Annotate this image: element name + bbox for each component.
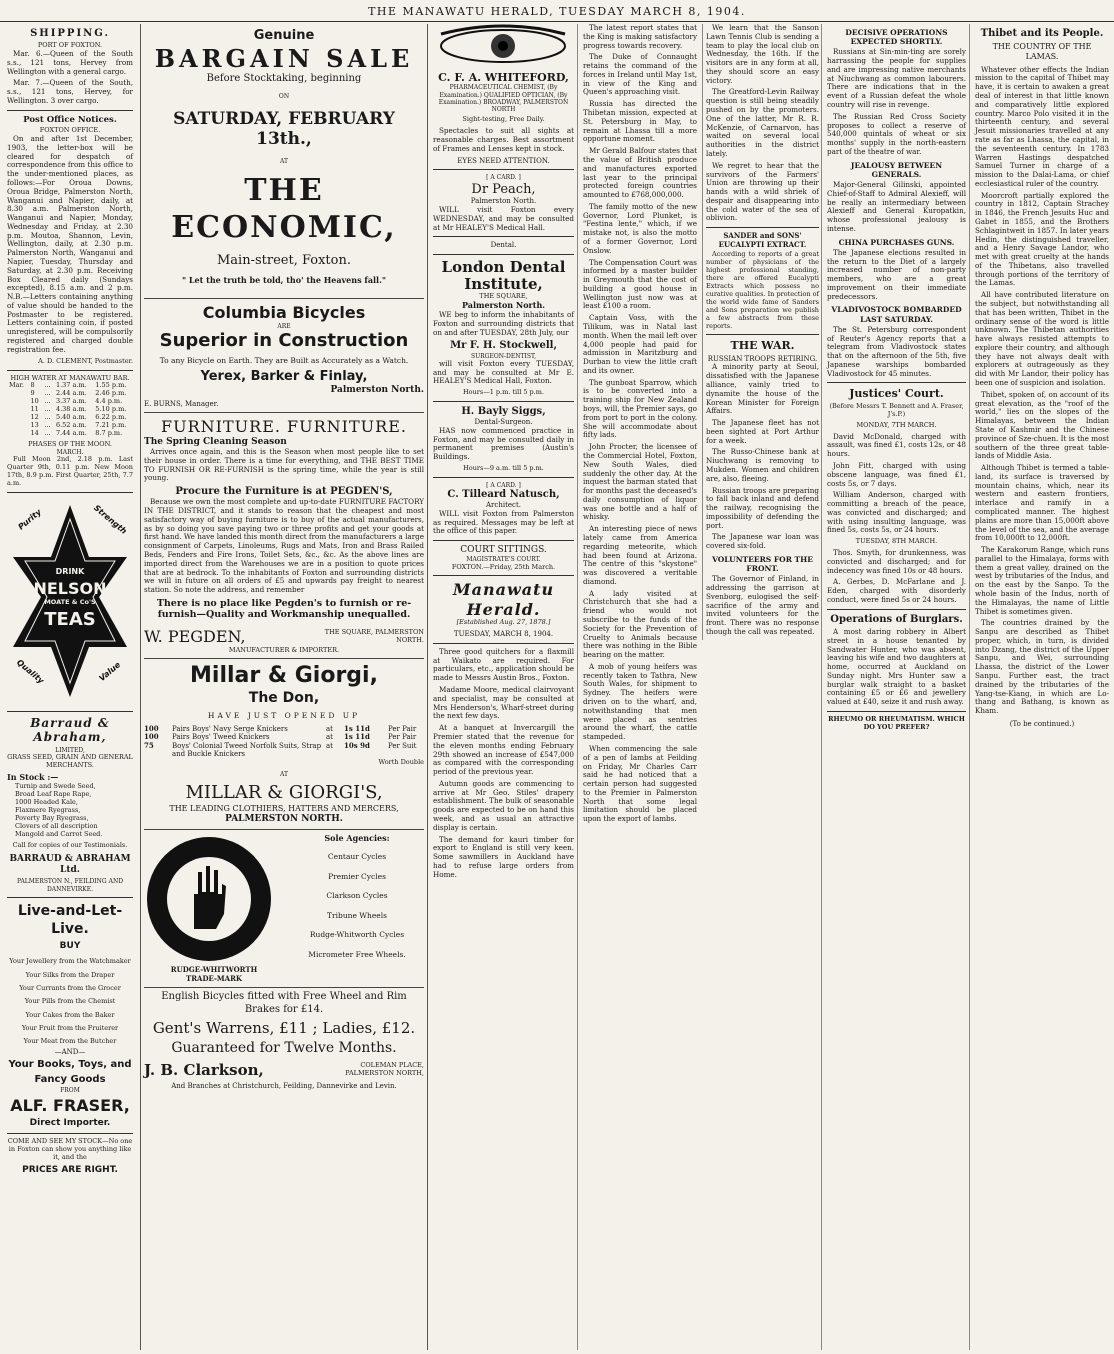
herald-title: Manawatu Herald. — [452, 580, 555, 619]
volunteers-text: The Governor of Finland, in addressing the garrison at Svenborg, eulogised the self-sacrifice of the army and invited volunteers for the front. There was no response though the call was repeated. — [706, 574, 819, 636]
price-cell: Per Pair — [388, 724, 417, 733]
column-4b — [702, 24, 822, 640]
buy-item: Your Fruit from the Fruiterer — [21, 1023, 119, 1032]
moon-subtitle: MARCH. — [56, 448, 84, 456]
news-item: A most daring robbery in Albert street in a house tenanted by Sandwater Hunter, who was absent, leaving his wife and two daughters at home, occurred at Auckland on Sunday night. Mrs Hunter saw a burglar walk straight to a basket containing £5 or £6 and jewellery valued at £40, seize it and rush away. — [827, 626, 966, 707]
column-2 — [140, 24, 428, 1350]
are-label: ARE — [277, 322, 291, 330]
news-item: The Compensation Court was informed by a master builder in Greymouth that the cost of building a good house in Wellington just now was at least £100 a room. — [583, 257, 697, 311]
procure-title: Procure the Furniture is at PEGDEN'S, — [175, 486, 393, 498]
tide-title: HIGH WATER AT MANAWATU BAR. — [10, 373, 130, 382]
moate-label: MOATE & Co'S — [44, 597, 96, 606]
come-line: COME AND SEE MY STOCK—No one in Foxton can show you anything like it, and the — [7, 1136, 133, 1161]
economic-title: THE ECONOMIC, — [171, 173, 397, 245]
court-item: A. Gerbes, D. McFarlane and J. Eden, charged with disorderly conduct, were fined 5s or 24 hours. — [827, 577, 966, 605]
tide-cell — [7, 398, 29, 406]
price-row — [144, 733, 424, 742]
news-item: At a banquet at Invercargill the Premier stated that the revenue for the eleven months ending February 29th showed an increase of £547,000 as compared with the corresponding period of the previous year. — [433, 723, 574, 777]
peach-text: WILL visit Foxton every WEDNESDAY, and may be consulted at Mr HEALEY'S Medical Hall. — [433, 204, 574, 232]
eyes-line: EYES NEED ATTENTION. — [457, 156, 550, 165]
pegden-address: THE SQUARE, PALMERSTON NORTH. — [324, 627, 424, 644]
london-town: Palmerston North. — [461, 300, 546, 311]
agency-item: Rudge-Whitworth Cycles — [309, 930, 405, 940]
tide-cell — [7, 422, 29, 430]
columbia-ad — [144, 299, 424, 413]
bargain-title: BARGAIN SALE — [154, 43, 414, 73]
tide-cell: 4.38 a.m. — [55, 405, 87, 414]
natusch-name: C. Tilleard Natusch, — [447, 489, 560, 501]
column-5 — [824, 24, 970, 1350]
palmerston-line: PALMERSTON NORTH. — [225, 813, 343, 824]
court-item: William Anderson, charged with committing a breach of the peace, was convicted and discharged; and with using insulting language, was fined 5s, costs 5s, or 24 hours. — [827, 490, 966, 535]
news-item: The St. Petersburg correspondent of Reuter's Agency reports that a telegram from Vladivostock states that on the afternoon of the 5th, five Japanese warships bombarded Vladivostock for 45 minutes. — [827, 324, 966, 378]
spring-text: Arrives once again, and this is the Season when most people like to set their house in order. There is a time for everything, and THE BEST TIME TO FURNISH OR RE-FURNISH is the spring time, while the year is still young. — [144, 446, 424, 483]
books-line: Your Books, Toys, and Fancy Goods — [8, 1058, 132, 1085]
agency-item: Micrometer Free Wheels. — [308, 949, 406, 959]
war-item: The Japanese war loan was covered six-fold. — [706, 532, 819, 551]
sale-date: SATURDAY, FEBRUARY 13th., — [173, 108, 395, 150]
post-office-subtitle: FOXTON OFFICE. — [39, 126, 101, 135]
card2-label: [ A CARD. ] — [486, 481, 521, 489]
optician-sub: PHARMACEUTICAL CHEMIST, (By Examination.) QUALIFIED OPTICIAN, (By Examination.) BROADWAY, PALMERSTON NORTH — [438, 84, 569, 114]
vlad-title: VLADIVOSTOCK BOMBARDED LAST SATURDAY. — [831, 305, 962, 324]
tide-cell: 5.10 p.m. — [95, 405, 127, 414]
main-street: Main-street, Foxton. — [217, 252, 351, 268]
continued-label: (To be continued.) — [1009, 719, 1075, 728]
columbia-title: Columbia Bicycles — [202, 303, 366, 323]
tide-cell: 12 — [30, 413, 39, 422]
stockwell-sub: SURGEON-DENTIST, — [470, 352, 536, 360]
nelson-teas-ad — [7, 497, 133, 707]
tide-table — [7, 382, 133, 437]
hours-1: Hours—1 p.m. till 5 p.m. — [462, 388, 544, 397]
stock-item: Clovers of all description — [15, 821, 98, 830]
news-item: The Japanese elections resulted in the return to the Diet of a largely increased number of non-party members, who are a great improvement on their immediate predecessors. — [827, 247, 966, 301]
gents-line: Gent's Warrens, £11 ; Ladies, £12. — [152, 1018, 416, 1037]
rudge-whitworth-ad — [144, 830, 424, 989]
tide-cell — [7, 414, 29, 422]
stockwell-name: Mr F. H. Stockwell, — [450, 340, 557, 352]
stock-item: Mangold and Carrot Seed. — [15, 829, 103, 838]
spectacles-text: Spectacles to suit all sights at reasonable charges. Best assortment of Frames and Lenses kept in stock. — [433, 126, 574, 153]
tide-cell: 10 — [30, 397, 39, 406]
drink-label: DRINK — [55, 566, 85, 576]
pegden-subtitle: MANUFACTURER & IMPORTER. — [228, 645, 340, 654]
london-text: WE beg to inform the inhabitants of Foxton and surrounding districts that on and after TUESDAY, 28th July, our — [433, 309, 574, 337]
optician-name: C. F. A. WHITEFORD, — [438, 70, 569, 84]
news-item: The family motto of the new Governor, Lord Plunket, is "Festina lente," which, if we mistake not, is also the motto of a former Governor, Lord Onslow. — [583, 201, 697, 255]
stock-item: Broad Leaf Rape Rape, — [15, 789, 92, 798]
emblem-top-label: RUDGE-WHITWORTH — [170, 965, 258, 975]
shipping-title: SHIPPING. — [30, 28, 110, 39]
masthead: THE MANAWATU HERALD, TUESDAY MARCH 8, 1904. — [0, 0, 1114, 22]
tide-cell: ... — [44, 381, 51, 390]
tide-cell: 6.52 a.m. — [55, 421, 87, 430]
shipping-entry: Mar. 6.—Queen of the South s.s., 121 tons, Hervey from Wellington with a general cargo. — [7, 49, 133, 76]
emblem-bottom-label: TRADE-MARK — [186, 973, 242, 983]
post-office-title: Post Office Notices. — [23, 114, 117, 125]
english-line: English Bicycles fitted with Free Wheel and Rim Brakes for £14. — [161, 991, 407, 1015]
agencies-title: Sole Agencies: — [324, 832, 390, 843]
genuine-label: Genuine — [253, 28, 315, 43]
tide-cell — [7, 390, 29, 398]
stock-list — [7, 783, 133, 838]
shipping-entry: Mar. 7.—Queen of the South, s.s., 121 tons, Hervey, for Wellington. 3 over cargo. — [7, 78, 133, 106]
tide-cell: 4.4 p.m. — [95, 397, 123, 406]
london-title: London Dental Institute, — [441, 257, 566, 294]
war-item: The Russo-Chinese bank at Niuchwang is removing to Mukden. Women and children are, also, fleeing. — [706, 447, 819, 483]
clarkson-address: COLEMAN PLACE, PALMERSTON NORTH, — [345, 1061, 424, 1078]
buy-item: Your Currants from the Grocer — [19, 983, 121, 992]
value-label: Value — [97, 659, 123, 683]
on-label: ON — [278, 93, 290, 101]
tide-cell — [7, 430, 29, 438]
millar-giorgi-ad — [144, 659, 424, 829]
tide-cell: 8 — [30, 381, 35, 390]
news-item: Captain Voss, with the Tilikum, was in Natal last month. When the mail left over 4,000 people had paid for admission in Maritzburg and Durban to view the little craft and its owner. — [583, 313, 697, 375]
natusch-sub: Architect. — [486, 501, 521, 510]
news-item: Madame Moore, medical clairvoyant and specialist, may be consulted at Mrs Henderson's, Wharf-street during the next few days. — [433, 685, 574, 721]
tide-cell: 7.44 a.m. — [55, 428, 87, 437]
paper-date: TUESDAY, MARCH 8, 1904. — [453, 630, 554, 639]
procure-text: Because we own the most complete and up-to-date FURNITURE FACTORY IN THE DISTRICT, and it stands to reason that the cheapest and most satisfactory way of buying furniture is to buy of the actual manufacturers, as by so doing you save paying two or three profits and get your goods at first hand. We have landed this month direct from the manufacturers a large consignment of Carpets, Linoleums, Rugs and Mats, Iron and Brass Railed Beds, Fenders and Fire Irons, Toilet Sets, &c., &c. As the above lines are imported direct from the Warehouses we are in a position to quote prices that are at bedrock. To the inhabitants of Foxton and surrounding districts we will in future on all orders of £5 and upwards pay freight to nearest station. So note the address, and remember — [144, 497, 424, 595]
tuesday-label: TUESDAY, 8TH MARCH. — [855, 537, 938, 546]
teas-label: TEAS — [44, 608, 96, 630]
court-item: John Fitt, charged with using obscene language, was fined £1, costs 5s, or 7 days. — [827, 460, 966, 488]
news-item: Autumn goods are commencing to arrive at Mr Geo. Stiles' drapery establishment. The bulk of seasonable goods are expected to be on hand this week, and as usual an attractive display is certain. — [433, 778, 574, 832]
justices-title: Justices' Court. — [849, 387, 944, 401]
bargain-sale-ad — [144, 24, 424, 299]
column-4 — [580, 24, 822, 1350]
millar-title: Millar & Giorgi, — [190, 663, 378, 689]
tide-cell: ... — [44, 405, 51, 414]
court-item: Thos. Smyth, for drunkenness, was convicted and discharged; and for indecency was fined 10s or 48 hours. — [827, 548, 966, 575]
prices-line: PRICES ARE RIGHT. — [22, 1164, 118, 1175]
agency-item: Clarkson Cycles — [326, 891, 388, 901]
monday-label: MONDAY, 7TH MARCH. — [856, 420, 937, 429]
price-cell: Boys' Colonial Tweed Norfolk Suits, Strap and Buckle Knickers — [172, 741, 322, 759]
news-item: Mr Gerald Balfour states that the value of British produce and manufactures exported last year to the principal protected foreign countries amounted to £768,000,000. — [583, 146, 697, 200]
moon-phases: Full Moon 2nd, 2.18 p.m. Last Quarter 9th, 0.11 p.m. New Moon 17th, 8.9 p.m. First Quarter, 25th, 7.7 a.m. — [7, 455, 133, 487]
news-item: When commencing the sale of a pen of lambs at Feilding on Friday, Mr Charles Carr said he had noticed that a certain person had suggested to the Premier in Palmerston North that some legal limitation should be placed upon the export of lambs. — [583, 743, 697, 824]
yerex-town: Palmerston North. — [330, 384, 424, 395]
card-label: [ A CARD. ] — [486, 174, 521, 182]
price-cell: 75 — [144, 740, 154, 750]
news-item: An interesting piece of news lately came from America regarding meteorite, which had been found at Arizona. The centre of this "skystone" was discovered a veritable diamond. — [583, 524, 697, 586]
tide-cell: ... — [44, 389, 51, 398]
strength-label: Strength — [92, 503, 129, 536]
news-item: A lady visited at Christchurch that she had a friend who would not subscribe to the funds of the Society for the Prevention of Cruelty to Animals because there was nothing in the Bible bearing on the matter. — [583, 588, 697, 660]
news-item: A mob of young heifers was recently taken to Tathra, New South Wales, for shipment to Sydney. The heifers were driven on to the wharf, and, notwithstanding that men were placed as sentries around the wharf, the cattle stampeded. — [583, 661, 697, 742]
buy-item: Your Cakes from the Baker — [25, 1010, 115, 1019]
article-paragraph: Thibet, spoken of, on account of its great elevation, as the "roof of the world," lies on the slopes of the Himalayas, between the Indian State of Kashmir and the Chinese province of Sze-chuen. It is the most southern of the three great table-lands of Middle Asia. — [975, 389, 1109, 461]
tide-row — [7, 430, 133, 438]
tide-cell: 6.22 p.m. — [95, 413, 127, 422]
eye-icon — [433, 24, 573, 68]
buy-item: Your Meat from the Butcher — [23, 1037, 117, 1046]
column-1 — [4, 24, 136, 1350]
price-cell: 1s 11d — [344, 732, 370, 742]
price-cell: Pairs Boys' Navy Serge Knickers — [172, 724, 288, 733]
war-item: Russian troops are preparing to fall back inland and defend the railway, recognising the impossibility of defending the port. — [706, 485, 819, 530]
tide-cell: 5.40 a.m. — [55, 413, 87, 422]
purity-label: Purity — [16, 507, 43, 532]
moon-title: PHASES OF THE MOON. — [28, 439, 112, 448]
news-item: Russia has directed the Thibetan mission, expected at St. Petersburg in May, to remain at Lhassa till a more opportune moment. — [583, 99, 697, 144]
war-title: THE WAR. — [730, 339, 795, 353]
price-cell: at — [326, 724, 333, 733]
guns-title: CHINA PURCHASES GUNS. — [838, 237, 955, 247]
millar2-title: MILLAR & GIORGI'S, — [185, 781, 383, 803]
tide-cell: 2.46 p.m. — [95, 389, 127, 398]
pegden-ad — [144, 413, 424, 659]
decisive-title: DECISIVE OPERATIONS EXPECTED SHORTLY. — [845, 28, 948, 47]
superior-title: Superior in Construction — [159, 330, 409, 352]
at2-label: AT — [279, 770, 288, 778]
price-cell: at — [326, 741, 333, 750]
furniture-title: FURNITURE. FURNITURE. — [161, 417, 407, 437]
rheumo-title: RHEUMO OR RHEUMATISM. WHICH DO YOU PREFER? — [828, 715, 965, 731]
hours-2: Hours—9 a.m. till 5 p.m. — [463, 463, 544, 472]
news-item: The Greatford-Levin Railway question is still being steadily pushed on by the promoters. One of the latter, Mr R. R. McKenzie, of Carnarvon, has waited on several local authorities in the district lately. — [706, 87, 819, 158]
war-item: The Japanese fleet has not been sighted at Port Arthur for a week. — [706, 418, 819, 445]
pegden-name: W. PEGDEN, — [144, 627, 246, 647]
natusch-text: WILL visit Foxton from Palmerston as required. Messages may be left at the office of this paper. — [433, 508, 574, 536]
to-any-line: To any Bicycle on Earth. They are Built as Accurately as a Watch. — [159, 355, 409, 365]
worth-double: Worth Double — [378, 757, 424, 766]
yerex-name: Yerex, Barker & Finlay, — [200, 369, 368, 385]
column-6 — [972, 24, 1112, 1350]
no-place-line: There is no place like Pegden's to furnish or re-furnish—Quality and Workmanship unequalled. — [156, 597, 412, 621]
and-label: —AND— — [54, 1048, 86, 1057]
agency-item: Centaur Cycles — [327, 852, 387, 862]
sander-text: According to reports of a great number of physicians of the highest professional standing, there are offered Eucalypti Extracts which possess no curative qualities. In protection of the world wide fame of Sanders and Sons preparation we publish a few abstracts from these reports. — [706, 250, 819, 330]
news-item: Three good quitchers for a flaxmill at Waikato are required. For particulars, etc., application should be made to Messrs Austin Bros., Foxton. — [433, 646, 574, 683]
news-item: We learn that the Sanson Lawn Tennis Club is sending a team to play the local club on Wednesday, the 16th. If the visitors are in any form at all, they should score an easy victory. — [706, 24, 819, 85]
siggs-name: H. Bayly Siggs, — [461, 406, 546, 418]
sight-line: Sight-testing, Free Daily. — [462, 115, 545, 124]
barraud-title: Barraud & Abraham, — [30, 715, 110, 745]
buy-label: BUY — [59, 941, 81, 952]
article-paragraph: Although Thibet is termed a table-land, its surface is traversed by mountain chains, which, near its western and eastern frontiers, interlace and ramify in a complicated manner. The highest plains are more than 15,000ft above the level of the sea, and the average from 10,000ft to 12,000ft. — [975, 463, 1109, 543]
stockwell-text: will visit Foxton every TUESDAY, and may be consulted at Mr E. HEALEY'S Medical Hall, Foxton. — [433, 358, 574, 386]
buy-item: Your Pills from the Chemist — [24, 997, 116, 1006]
leading-line: THE LEADING CLOTHIERS, HATTERS AND MERCERS, — [169, 803, 399, 813]
from-label: FROM — [60, 1086, 80, 1094]
stock-item: Turnip and Swede Seed, — [15, 781, 96, 790]
price-cell: 10s 9d — [344, 740, 370, 750]
tide-cell: 2.44 a.m. — [55, 389, 87, 398]
at-label: AT — [279, 158, 288, 166]
post-office-signature: A. D. CLEMENT, Postmaster. — [38, 356, 133, 365]
news-item: The Duke of Connaught retains the command of the forces in Ireland until May 1st, in view of the King and Queen's approaching visit. — [583, 52, 697, 97]
court-date: FOXTON.—Friday, 25th March. — [451, 562, 556, 571]
magistrate-label: MAGISTRATE'S COURT. — [466, 556, 541, 564]
tide-cell: 7.21 p.m. — [95, 421, 127, 430]
tide-cell — [7, 406, 29, 414]
price-cell: 100 — [144, 723, 159, 733]
burns-manager: E. BURNS, Manager. — [144, 399, 219, 408]
tide-cell: 9 — [30, 389, 35, 398]
column-4a — [580, 24, 700, 827]
court-title: COURT SITTINGS. — [460, 545, 547, 556]
established-line: [Established Aug. 27, 1878.] — [456, 618, 551, 627]
price-cell: 100 — [144, 732, 159, 742]
news-item: The gunboat Sparrow, which is to be converted into a training ship for New Zealand boys, will, the Premier says, go from port to port in the colony. She will accommodate about fifty lads. — [583, 377, 697, 440]
importer-label: Direct Importer. — [29, 1117, 111, 1128]
thibet-title: Thibet and its People. — [980, 28, 1104, 39]
siggs-text: HAS now commenced practice in Foxton, and may be consulted daily in permanent premises (Austin's Buildings. — [433, 425, 574, 462]
war-subtitle: RUSSIAN TROOPS RETIRING. — [707, 354, 818, 363]
war-item: A minority party at Seoul, dissatisfied with the Japanese alliance, vainly tried to dynamite the house of the Korean Minister for Foreign Affairs. — [706, 362, 819, 416]
court-item: David McDonald, charged with assault, was fined £1, costs 12s, or 48 hours. — [827, 431, 966, 459]
column-3 — [430, 24, 578, 1350]
hand-emblem-icon — [144, 834, 274, 964]
quality-label: Quality — [14, 657, 46, 686]
testimonials-line: Call for copies of our Testimonials. — [12, 841, 128, 850]
clarkson-name: J. B. Clarkson, — [144, 1061, 264, 1080]
tide-cell: Mar. — [9, 381, 24, 390]
agency-item: Premier Cycles — [328, 871, 386, 881]
post-office-notice: On and after 1st December, 1903, the letter-box will be cleared for despatch of correspondence from this office to the under-mentioned places, as follows:—For Oroua Downs, Oroua Bridge, Palmerston North, Wanganui and Napier, daily, at 8.30 a.m. Palmerston North, Wanganui and Napier, Monday, Wednesday and Friday, at 2.30 p.m. Moutoa, Shannon, Levin, Wellington, daily, at 2.30 p.m. Palmerston North, Wanganui and Napier, Tuesday, Thursday and Saturday, at 2.30 p.m. Receiving Box Cleared daily (Sundays excepted), 8.15 a.m. and 2 p.m. N.B.—Letters containing anything of value should be handed to the Postmaster to be registered. Letters containing coin, if posted unregistered, will be compulsorily registered and charged double registration fee. — [7, 134, 133, 354]
don-title: The Don, — [248, 690, 320, 707]
siggs-sub: Dental-Surgeon. — [474, 418, 533, 427]
before-label: Before Stocktaking, beginning — [206, 73, 362, 85]
tide-cell: 3.37 a.m. — [55, 397, 87, 406]
article-paragraph: The countries drained by the Sanpu are described as Thibet proper, which, in turn, is divided into Dzang, the district of the Upper Sanpu, and Wei, surrounding Lhassa, the district of the Lower Sanpu. Further east, the tract drained by the tributaries of the Yang-tse-Kiang, in which are Lo-thang and Bathang, is known as Kham. — [975, 618, 1109, 716]
article-paragraph: The Karakorum Range, which runs parallel to the Himalaya, forms with them a great valley, drained on the west by tributaries of the Indus, and on the east by the Sanpo. To the whole basin of the Indus, north of the Himalayas, the name of Little Thibet is sometimes given. — [975, 545, 1109, 616]
price-cell: at — [326, 733, 333, 742]
price-row — [144, 725, 424, 734]
tide-cell: ... — [44, 421, 51, 430]
peach-name: Dr Peach, — [471, 181, 536, 197]
burglars-title: Operations of Burglars. — [830, 613, 963, 625]
branches-line: And Branches at Christchurch, Feilding, Dannevirke and Levin. — [171, 1082, 397, 1091]
article-paragraph: All have contributed literature on the subject, but notwithstanding all that has been written, Thibet in the ordinary sense of the word is little unknown. The Thibetan authorities have always resisted attempts to explore their country, and although they have not always dealt with explorers at outrageously as they did with Mr Landor, their policy has been one of suspicion and isolation. — [975, 290, 1109, 388]
price-cell: Pairs Boys' Tweed Knickers — [172, 733, 270, 742]
motto: " Let the truth be told, tho' the Heavens fall." — [181, 275, 387, 286]
nelson-label: NELSON — [33, 578, 107, 598]
article-paragraph: Moorcroft partially explored the country in 1812, Captain Strachey in 1846, the French Jesuits Huc and Gabet in 1855, and the Brothers Schlagintweit in 1857. In later years Hedin, the distinguished traveller, and a Henry Savage Landor, who met with great cruelty at the hands of the Thibetans, also travelled through portions of the territory of the Lamas. — [975, 190, 1109, 288]
tide-cell: 1.55 p.m. — [95, 381, 127, 390]
barraud-line: GRASS SEED, GRAIN AND GENERAL MERCHANTS. — [7, 753, 133, 770]
volunteers-title: VOLUNTEERS FOR THE FRONT. — [712, 555, 813, 574]
tide-cell: 1.37 a.m. — [55, 381, 87, 390]
price-row — [144, 742, 424, 759]
fraser-name: ALF. FRASER, — [10, 1096, 130, 1116]
stock-item: Poverty Bay Ryegrass, — [15, 813, 89, 822]
price-list — [144, 725, 424, 759]
news-item: The latest report states that the King is making satisfactory progress towards recovery. — [583, 24, 697, 50]
news-item: We regret to hear that the survivors of the Farmers' Union are throwing up their hands with a wild shriek of despair and disappearing into the cold water of the sea of oblivion. — [706, 160, 819, 223]
price-cell: 1s 11d — [344, 723, 370, 733]
news-item: The demand for kauri timber for export to England is still very keen. Some sawmillers in Auckland have had to refuse large orders from Home. — [433, 834, 574, 879]
thibet-subtitle: THE COUNTRY OF THE LAMAS. — [992, 42, 1092, 61]
stock-title: In Stock :— — [7, 772, 59, 783]
barraud2-title: BARRAUD & ABRAHAM Ltd. — [9, 854, 131, 876]
agencies-list — [290, 847, 424, 964]
spring-title: The Spring Cleaning Season — [144, 437, 287, 447]
shipping-subtitle: PORT OF FOXTON. — [37, 41, 103, 50]
jealousy-title: JEALOUSY BETWEEN GENERALS. — [850, 160, 943, 179]
news-item: John Procter, the licensee of the Commercial Hotel, Foxton, New South Wales, died suddenly the other day. At the inquest the barman stated that for months past the deceased's daily consumption of liquor was one bottle and a half of whisky. — [583, 442, 697, 522]
price-cell: Per Suit — [388, 741, 417, 750]
dental-label: Dental. — [490, 241, 517, 250]
tide-cell: ... — [44, 413, 51, 422]
barraud2-places: PALMERSTON N., FEILDING AND DANNEVIRKE. — [16, 878, 124, 893]
opened-line: HAVE JUST OPENED UP — [207, 711, 361, 721]
news-item: Russians at Sin-min-ting are sorely harrassing the people for supplies and are impressing native merchants at Niuchwang as common labourers. There are indications that in the event of a Russian defeat the whole country will rise in revenge. — [827, 47, 966, 109]
price-cell: Per Pair — [388, 733, 417, 742]
article-paragraph: Whatever other effects the Indian mission to the capital of Thibet may have, it is certain to awaken a great deal of interest in that little known and comparatively little explored country. Marco Polo visited it in the thirteenth century, and several Jesuit missionaries travelled at any rate as far as Lhassa, the capital, in the seventeenth century. In 1783 Warren Hastings despatched Samuel Turner in charge of a mission to the Dalai-Lama, or chief ecclesiastical ruler of the country. — [975, 64, 1109, 188]
tide-cell: 8.7 p.m. — [95, 428, 123, 437]
buy-item: Your Silks from the Draper — [25, 970, 115, 979]
news-item: The Russian Red Cross Society proposes to collect a reserve of 540,000 quintals of wheat or six months' supply in the north-eastern part of the theatre of war. — [827, 111, 966, 156]
tide-cell: ... — [44, 397, 51, 406]
stock-item: 1000 Headed Kale, — [15, 797, 78, 806]
guaranteed-line: Guaranteed for Twelve Months. — [171, 1040, 397, 1057]
tide-cell: 11 — [30, 405, 39, 414]
sander-title: SANDER and SONS' EUCALYPTI EXTRACT. — [718, 231, 807, 249]
buy-item: Your Jewellery from the Watchmaker — [9, 957, 131, 966]
tide-cell: 14 — [30, 428, 39, 437]
square-label: THE SQUARE, — [479, 292, 528, 301]
justices-subtitle: (Before Messrs T. Bennett and A. Fraser, J's.P.) — [829, 401, 964, 418]
stock-item: Flaxmere Ryegrass, — [15, 805, 81, 814]
peach-sub: Palmerston North. — [470, 197, 537, 206]
barraud-subtitle: LIMITED, — [55, 747, 85, 755]
agency-item: Tribune Wheels — [327, 910, 387, 920]
news-item: Major-General Gilinski, appointed Chief-of-Staff to Admiral Alexieff, will be really an intermediary between Alexieff and General Kuropatkin, whose professional jealousy is intense. — [827, 179, 966, 233]
tide-cell: 13 — [30, 421, 39, 430]
live-title: Live-and-Let-Live. — [17, 902, 123, 938]
tide-cell: ... — [44, 428, 51, 437]
buy-list — [7, 955, 133, 1048]
